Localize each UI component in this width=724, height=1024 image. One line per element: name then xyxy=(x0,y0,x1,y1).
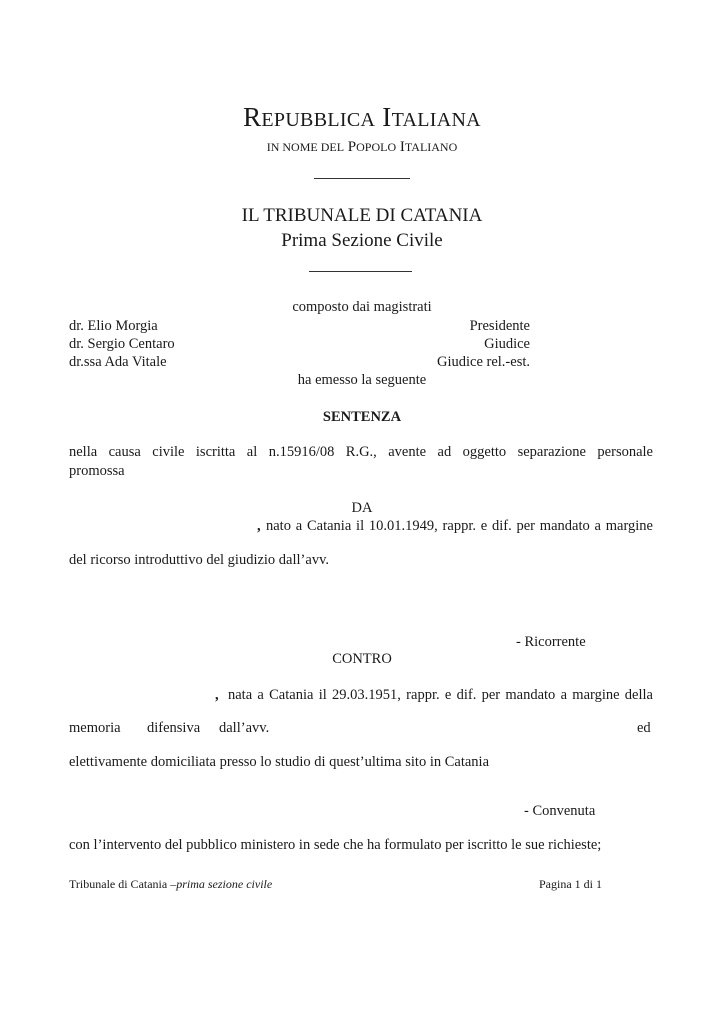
pm-line: con l’intervento del pubblico ministero in sede che ha formulato per iscritto le sue richieste; xyxy=(69,837,602,853)
header-divider-2 xyxy=(309,271,412,272)
plaintiff-line-2: del ricorso introduttivo del giudizio dall’avv. xyxy=(69,552,330,568)
title-rest-taliana: TALIANA xyxy=(391,109,481,131)
title-rest-epubblica: EPUBBLICA xyxy=(261,109,376,131)
footer-section-text: prima sezione civile xyxy=(176,877,273,891)
document-title xyxy=(0,102,724,133)
plaintiff-comma: , xyxy=(257,518,261,534)
title-initial-i: I xyxy=(382,102,392,132)
title-initial-r: R xyxy=(243,102,262,132)
defendant-line-2-avv: dall’avv. xyxy=(219,720,270,736)
subtitle-in-nome-del: IN NOME DEL xyxy=(266,140,345,154)
court-name: IL TRIBUNALE DI CATANIA xyxy=(241,205,483,226)
contro-label: CONTRO xyxy=(332,651,392,667)
plaintiff-line-1: nato a Catania il 10.01.1949, rappr. e dif. per mandato a margine xyxy=(266,518,653,534)
defendant-line-3: elettivamente domiciliata presso lo studio di quest’ultima sito in Catania xyxy=(69,754,490,770)
case-description-line-2: promossa xyxy=(69,463,125,479)
defendant-line-1: nata a Catania il 29.03.1951, rappr. e dif. per mandato a margine della xyxy=(228,687,653,703)
ricorrente-label: - Ricorrente xyxy=(516,634,586,650)
footer-page-number: Pagina 1 di 1 xyxy=(539,877,602,891)
da-label: DA xyxy=(351,500,373,516)
judge-name-1: dr. Elio Morgia xyxy=(69,318,158,334)
document-subtitle xyxy=(0,139,724,156)
defendant-comma: , xyxy=(215,687,219,703)
panel-intro: composto dai magistrati xyxy=(292,299,432,315)
judge-role-1: Presidente xyxy=(469,318,530,334)
judge-name-2: dr. Sergio Centaro xyxy=(69,336,175,352)
subtitle-initial-i: I xyxy=(399,139,405,155)
judge-name-3: dr.ssa Ada Vitale xyxy=(69,354,167,370)
footer-court-text: Tribunale di Catania – xyxy=(69,877,177,891)
footer-court xyxy=(69,877,272,892)
convenuta-label: - Convenuta xyxy=(524,803,596,819)
defendant-line-2-ed: ed xyxy=(637,720,651,736)
subtitle-initial-p: P xyxy=(347,139,357,155)
subtitle-rest-taliano: TALIANO xyxy=(404,140,458,154)
subtitle-rest-opolo: OPOLO xyxy=(356,140,397,154)
defendant-line-2-difensiva: difensiva xyxy=(147,720,201,736)
case-description-line-1: nella causa civile iscritta al n.15916/08 R.G., avente ad oggetto separazione personale xyxy=(69,444,653,460)
defendant-line-2-memoria: memoria xyxy=(69,720,121,736)
court-section: Prima Sezione Civile xyxy=(281,230,443,251)
sentenza-heading: SENTENZA xyxy=(322,409,402,425)
judge-role-3: Giudice rel.-est. xyxy=(436,354,530,370)
header-divider-1 xyxy=(314,178,410,179)
panel-outro: ha emesso la seguente xyxy=(297,372,427,388)
judge-role-2: Giudice xyxy=(484,336,530,352)
